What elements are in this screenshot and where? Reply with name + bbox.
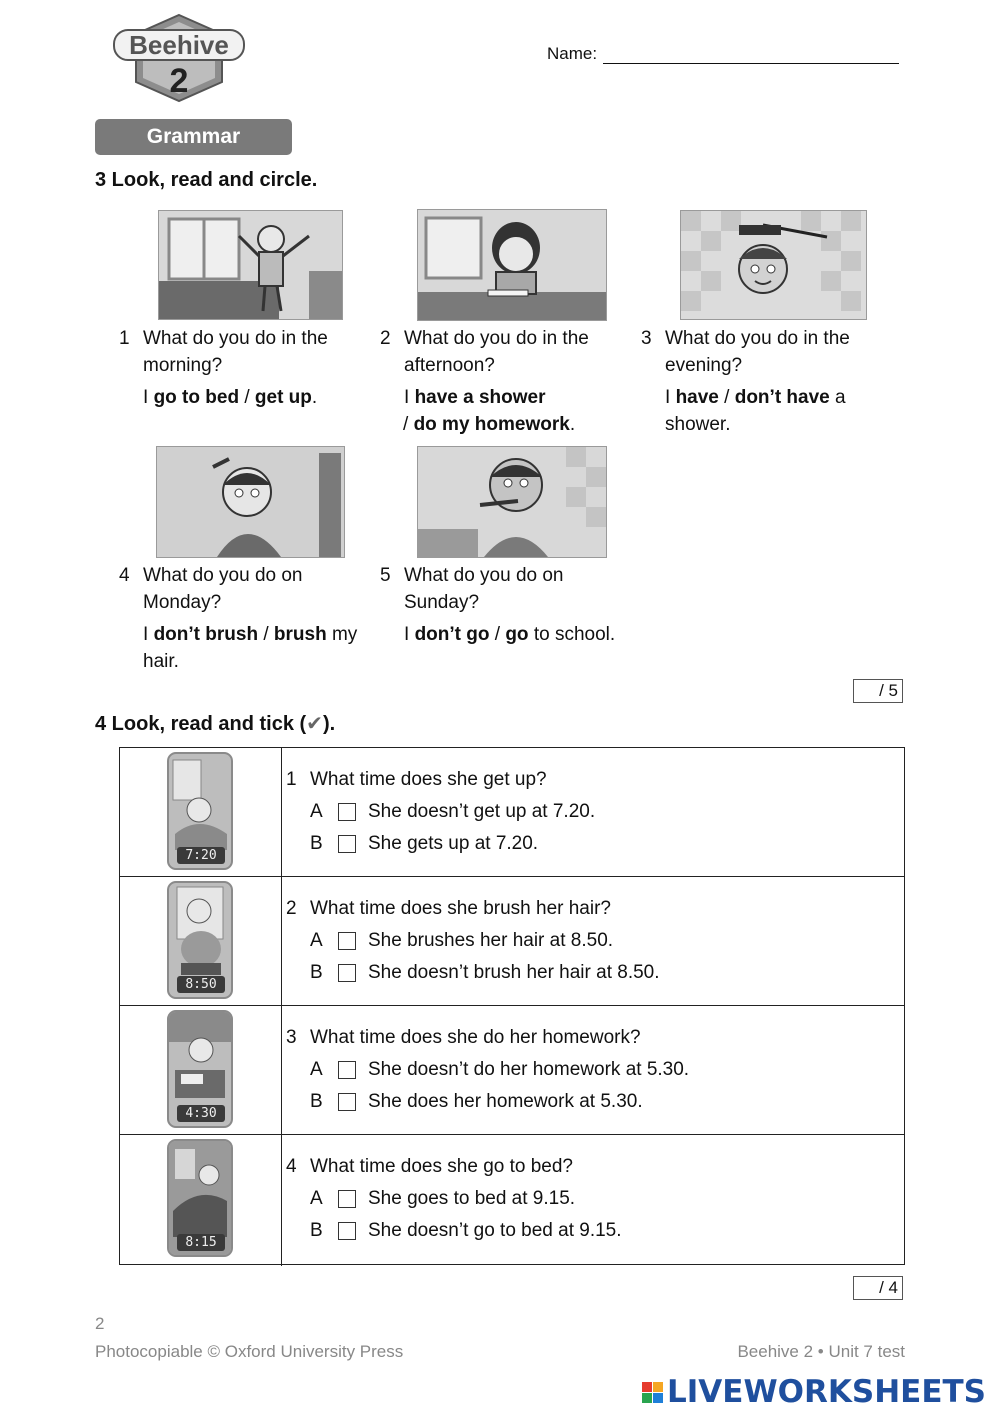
ex3-question: What do you do on Sunday? — [404, 565, 564, 613]
checkbox-a[interactable] — [338, 1061, 356, 1079]
ex3-item-1 — [119, 325, 359, 411]
row-question-cell — [286, 1151, 622, 1247]
ex3-option-a[interactable]: have a shower — [414, 387, 546, 408]
option-a: A She goes to bed at 9.15. — [310, 1188, 576, 1209]
row-question-cell — [286, 764, 595, 860]
checkbox-a[interactable] — [338, 803, 356, 821]
exercise4-title: 4 Look, read and tick (✔). — [95, 713, 336, 735]
ex4-question: 4 What time does she go to bed? — [286, 1156, 573, 1177]
grammar-label: Grammar — [146, 125, 241, 148]
ex3-item-4 — [119, 562, 359, 675]
ex3-answer: I don’t go / go to school. — [404, 624, 616, 645]
option-b: B She doesn’t brush her hair at 8.50. — [310, 962, 660, 983]
ex3-option-a[interactable]: have — [675, 387, 719, 408]
girl-brushing-hair-picture — [167, 881, 233, 999]
table-row — [120, 1135, 904, 1266]
liveworksheets-logo-icon — [642, 1382, 663, 1403]
ex3-option-a[interactable]: go to bed — [153, 387, 240, 408]
ex4-question: 3 What time does she do her homework? — [286, 1027, 641, 1048]
ex3-score: / 5 — [879, 681, 898, 700]
checkbox-b[interactable] — [338, 835, 356, 853]
clock-display: 7:20 — [177, 847, 225, 864]
picture-boy-brushing-hair — [156, 446, 345, 558]
boy-bedroom-illustration — [159, 211, 342, 319]
ex3-score-box[interactable] — [853, 679, 903, 703]
checkbox-b[interactable] — [338, 1093, 356, 1111]
ex3-option-b[interactable]: get up — [254, 387, 312, 408]
checkbox-a[interactable] — [338, 932, 356, 950]
ex3-answer: I go to bed / get up. — [143, 387, 318, 408]
ex3-question: What do you do in the evening? — [665, 328, 850, 376]
option-b: B She doesn’t go to bed at 9.15. — [310, 1220, 622, 1241]
boy-shower-illustration — [681, 211, 866, 319]
ex3-item-number: 3 — [641, 328, 652, 349]
logo-word: Beehive — [129, 30, 229, 60]
clock-display: 4:30 — [177, 1105, 225, 1122]
option-a: A She doesn’t do her homework at 5.30. — [310, 1059, 690, 1080]
tick-icon: ✔ — [306, 713, 323, 735]
option-b: B She gets up at 7.20. — [310, 833, 539, 854]
liveworksheets-wordmark: LIVEWORKSHEETS — [667, 1374, 986, 1410]
boy-brushing-teeth-illustration — [418, 447, 606, 557]
ex3-question: What do you do in the morning? — [143, 328, 328, 376]
picture-boy-shower — [680, 210, 867, 320]
picture-boy-brushing-teeth — [417, 446, 607, 558]
logo-number: 2 — [169, 62, 189, 100]
ex3-item-2 — [380, 325, 625, 438]
name-field — [547, 44, 899, 64]
girl-bed-picture — [167, 1139, 233, 1257]
girl-waking-picture — [167, 752, 233, 870]
row-picture-cell — [120, 1135, 282, 1266]
ex3-option-b[interactable]: don’t have — [734, 387, 830, 408]
beehive-logo-graphic — [112, 12, 246, 104]
clock-display: 8:50 — [177, 976, 225, 993]
ex3-item-number: 4 — [119, 565, 130, 586]
ex3-option-b[interactable]: brush — [273, 624, 327, 645]
table-row — [120, 1006, 904, 1135]
copyright-text: Photocopiable © Oxford University Press — [95, 1342, 404, 1361]
ex4-score-box[interactable] — [853, 1276, 903, 1300]
tick-table — [119, 747, 905, 1265]
picture-boy-getting-up — [158, 210, 343, 320]
ex3-option-b[interactable]: do my homework — [413, 414, 570, 435]
ex3-option-a[interactable]: don’t go — [414, 624, 490, 645]
ex4-question: 2 What time does she brush her hair? — [286, 898, 611, 919]
row-question-cell — [286, 893, 660, 989]
girl-homework-illustration — [418, 210, 606, 320]
option-a: A She brushes her hair at 8.50. — [310, 930, 614, 951]
ex3-question: What do you do on Monday? — [143, 565, 303, 613]
ex3-question: What do you do in the afternoon? — [404, 328, 589, 376]
ex3-item-3 — [641, 325, 881, 438]
checkbox-b[interactable] — [338, 964, 356, 982]
checkbox-a[interactable] — [338, 1190, 356, 1208]
table-row — [120, 748, 904, 877]
name-label: Name: — [547, 44, 598, 63]
row-question-cell — [286, 1022, 689, 1118]
ex3-item-number: 5 — [380, 565, 391, 586]
name-line[interactable] — [603, 45, 899, 64]
boy-brushing-hair-illustration — [157, 447, 344, 557]
ex3-option-b[interactable]: go — [505, 624, 529, 645]
ex4-question: 1 What time does she get up? — [286, 769, 547, 790]
liveworksheets-brand[interactable] — [642, 1374, 986, 1410]
girl-homework-picture — [167, 1010, 233, 1128]
clock-display: 8:15 — [177, 1234, 225, 1251]
ex4-score: / 4 — [879, 1278, 898, 1297]
row-picture-cell — [120, 1006, 282, 1134]
row-picture-cell — [120, 748, 282, 876]
ex3-answer: I have a shower / do my homework. — [403, 387, 576, 435]
unit-label: Beehive 2 • Unit 7 test — [737, 1342, 905, 1361]
option-b: B She does her homework at 5.30. — [310, 1091, 643, 1112]
ex3-option-a[interactable]: don’t brush — [153, 624, 259, 645]
grammar-heading — [95, 119, 292, 155]
picture-girl-homework — [417, 209, 607, 321]
row-picture-cell — [120, 877, 282, 1005]
ex3-item-number: 1 — [119, 328, 130, 349]
table-row — [120, 877, 904, 1006]
exercise3-title: 3 Look, read and circle. — [95, 169, 318, 191]
beehive-logo — [112, 12, 246, 104]
ex3-answer: I don’t brush / brush my hair. — [143, 624, 358, 672]
option-a: A She doesn’t get up at 7.20. — [310, 801, 596, 822]
page-number: 2 — [95, 1314, 105, 1333]
checkbox-b[interactable] — [338, 1222, 356, 1240]
ex3-answer: I have / don’t have a shower. — [665, 387, 846, 435]
ex3-item-number: 2 — [380, 328, 391, 349]
ex3-item-5 — [380, 562, 650, 648]
